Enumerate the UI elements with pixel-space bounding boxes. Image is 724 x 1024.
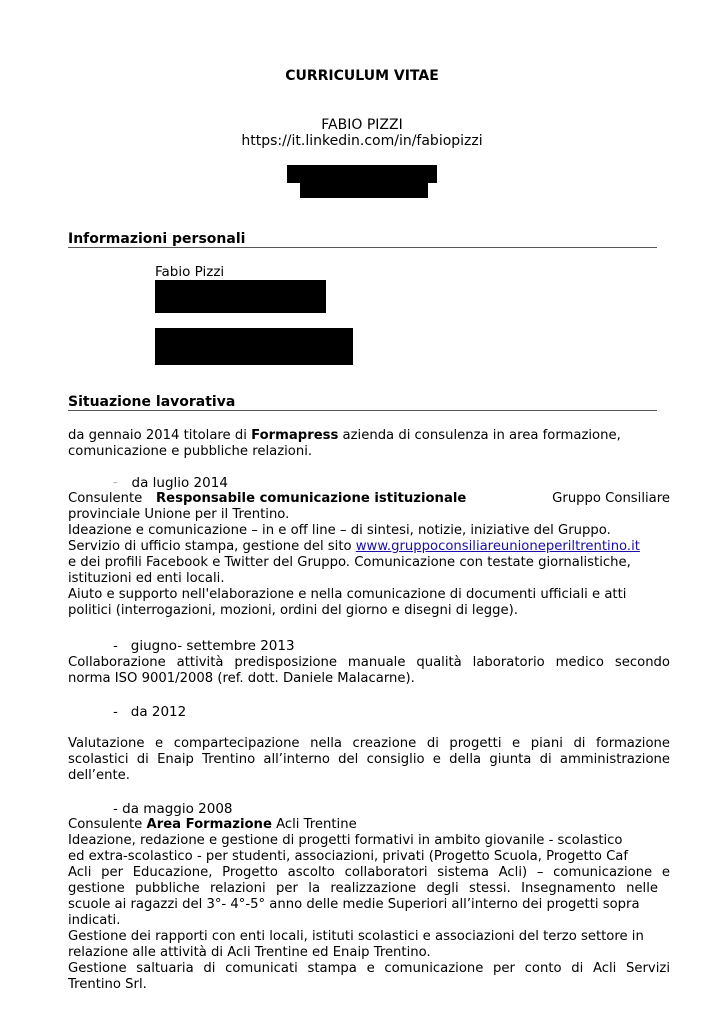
section-divider [68,247,657,248]
job1-description [68,491,670,619]
personal-name: Fabio Pizzi [155,264,225,280]
dash-bullet: – [113,478,118,488]
text-line: Collaborazione attività predisposizione manuale qualità laboratorio medico secondo [68,655,670,670]
text-line: politici (interrogazioni, mozioni, ordini del giorno e disegni di legge). [68,603,518,618]
text-line: Gestione dei rapporti con enti locali, istituti scolastici e associazioni del terzo settore in [68,929,644,944]
job2-description [68,655,670,687]
document-title: CURRICULUM VITAE [285,68,439,84]
text-span: da gennaio 2014 titolare di [68,428,252,443]
text-line: Aiuto e supporto nell'elaborazione e nella comunicazione di documenti ufficiali e atti [68,587,627,602]
work-intro [68,428,670,460]
job-title: Area Formazione [146,817,272,832]
text-line [68,491,670,507]
text-line: Trentino Srl. [68,977,147,992]
text-span: Consulente [68,491,143,506]
text-line: norma ISO 9001/2008 (ref. dott. Daniele Malacarne). [68,671,415,686]
text-line: relazione alle attività di Acli Trentine ed Enaip Trentino. [68,945,431,960]
text-line: dell’ente. [68,768,130,783]
text-line: comunicazione e pubbliche relazioni. [68,444,313,459]
redacted-block [155,328,353,365]
section-heading-work: Situazione lavorativa [68,394,236,410]
job-title: Responsabile comunicazione istituzionale [156,491,467,506]
job2-date: - giugno- settembre 2013 [113,638,295,654]
company-name: Formapress [251,428,339,443]
text-span: Acli Trentine [271,817,357,832]
text-span: Consulente [68,817,147,832]
linkedin-url[interactable]: https://it.linkedin.com/in/fabiopizzi [241,133,483,149]
text-line: istituzioni ed enti locali. [68,571,225,586]
text-line: Acli per Educazione, Progetto ascolto collaboratori sistema Acli) – comunicazione e [68,865,670,880]
text-line: scuole ai ragazzi del 3°- 4°-5° anno delle medie Superiori all’interno dei progetti sopra [68,897,640,912]
job3-date: - da 2012 [113,704,187,720]
text-line [68,817,670,833]
text-line: provinciale Unione per il Trentino. [68,507,290,522]
text-span: azienda di consulenza in area formazione, [338,428,621,443]
redacted-block [155,280,326,313]
website-link[interactable]: www.gruppoconsiliareunioneperiltrentino.it [355,539,640,554]
text-line: Gestione saltuaria di comunicati stampa e comunicazione per conto di Acli Servizi [68,961,670,976]
text-line: gestione pubbliche relazioni per la realizzazione degli stessi. Insegnamento nelle [68,881,658,896]
job3-description [68,736,670,784]
text-line: e dei profili Facebook e Twitter del Gruppo. Comunicazione con testate giornalistiche, [68,555,631,570]
text-line: Ideazione, redazione e gestione di progetti formativi in ambito giovanile - scolastico [68,833,623,848]
text-line: Ideazione e comunicazione – in e off line – di sintesi, notizie, iniziative del Gruppo. [68,523,611,538]
text-line: ed extra-scolastico - per studenti, associazioni, privati (Progetto Scuola, Progetto Caf [68,849,629,864]
job4-description [68,817,670,993]
job-date: da luglio 2014 [131,475,228,491]
header-name: FABIO PIZZI [321,117,403,133]
job1-date [113,475,228,491]
redacted-block [300,181,428,198]
text-line: scolastici di Enaip Trentino all’interno del consiglio e della giunta di amministrazione [68,752,670,767]
section-heading-personal: Informazioni personali [68,231,246,247]
text-span: Servizio di ufficio stampa, gestione del sito [68,539,356,554]
text-line [68,428,670,444]
text-span: Gruppo Consiliare [552,491,670,506]
job4-date: - da maggio 2008 [113,801,233,817]
text-line [68,539,670,555]
text-line: indicati. [68,913,121,928]
section-divider [68,410,657,411]
text-line: Valutazione e compartecipazione nella creazione di progetti e piani di formazione [68,736,670,751]
